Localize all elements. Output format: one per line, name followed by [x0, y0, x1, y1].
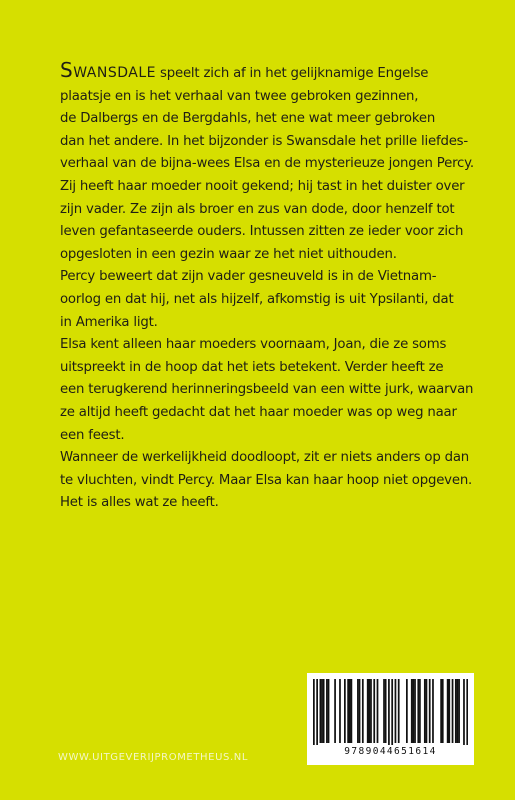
barcode-bar [326, 679, 328, 743]
barcode-bar [388, 679, 390, 745]
barcode-bar [370, 679, 372, 743]
barcode-bar [321, 679, 323, 743]
barcode-bar [455, 679, 457, 743]
blurb-line: uitspreekt in de hoop dat het iets betekent. Verder heeft ze [60, 359, 444, 375]
barcode-bar [328, 679, 330, 743]
blurb-paragraph-2 [60, 266, 480, 334]
barcode-bar [432, 679, 434, 743]
barcode-bar [414, 679, 416, 743]
barcode-bar [377, 679, 379, 743]
barcode-bar [395, 679, 397, 743]
blurb-line: een terugkerend herinneringsbeeld van een witte jurk, waarvan [60, 382, 474, 398]
barcode-bar [362, 679, 364, 743]
barcode-bar [368, 679, 370, 743]
blurb-line: leven gefantaseerde ouders. Intussen zitten ze ieder voor zich [60, 224, 464, 240]
barcode-bar [367, 679, 369, 743]
barcode-bar [320, 679, 322, 743]
barcode-bar [458, 679, 460, 743]
blurb-line: Swansdale speelt zich af in het gelijknamige Engelse [60, 58, 429, 82]
barcode-bar [413, 679, 415, 743]
back-cover-blurb [60, 60, 480, 515]
blurb-paragraph-4 [60, 447, 480, 515]
barcode-bar [447, 679, 449, 743]
barcode-bar [313, 679, 315, 745]
barcode-bar [442, 679, 444, 743]
barcode-bar [426, 679, 428, 743]
blurb-line: dan het andere. In het bijzonder is Swansdale het prille liefdes- [60, 133, 469, 149]
blurb-line: plaatsje en is het verhaal van twee gebroken gezinnen, [60, 88, 419, 104]
book-title: Swansdale [60, 58, 156, 82]
barcode-bar [316, 679, 318, 745]
barcode-bar [419, 679, 421, 743]
blurb-line: Zij heeft haar moeder nooit gekend; hij tast in het duister over [60, 178, 465, 194]
barcode-bar [411, 679, 413, 743]
barcode-bar [429, 679, 431, 743]
barcode-bar [417, 679, 419, 743]
barcode-bar [334, 679, 336, 743]
barcode-bar [424, 679, 426, 743]
blurb-line: de Dalbergs en de Bergdahls, het ene wat meer gebroken [60, 111, 436, 127]
isbn-number: 9789044651614 [344, 746, 437, 757]
blurb-line: zijn vader. Ze zijn als broer en zus van dode, door henzelf tot [60, 201, 455, 217]
blurb-line: opgesloten in een gezin waar ze het niet uithouden. [60, 246, 397, 262]
barcode-bar [383, 679, 385, 743]
barcode-bar [347, 679, 349, 743]
barcode-bar [457, 679, 459, 743]
publisher-url[interactable]: WWW.UITGEVERIJPROMETHEUS.NL [58, 752, 248, 763]
barcode-bar [323, 679, 325, 743]
blurb-line: te vluchten, vindt Percy. Maar Elsa kan haar hoop niet opgeven. [60, 472, 473, 488]
blurb-line: Percy beweert dat zijn vader gesneuveld is in de Vietnam- [60, 269, 437, 285]
blurb-line: in Amerika ligt. [60, 314, 158, 330]
blurb-paragraph-3 [60, 334, 480, 447]
barcode-bar [448, 679, 450, 743]
blurb-line: een feest. [60, 427, 125, 443]
barcode-bar [349, 679, 351, 743]
barcode-bar [357, 679, 359, 743]
barcode-bar [391, 679, 393, 745]
barcode-bar [359, 679, 361, 743]
blurb-line: oorlog en dat hij, net als hijzelf, afkomstig is uit Ypsilanti, dat [60, 291, 454, 307]
blurb-line: Elsa kent alleen haar moeders voornaam, Joan, die ze soms [60, 337, 447, 353]
barcode-bar [339, 679, 341, 743]
barcode-bar [452, 679, 454, 743]
barcode-bar [351, 679, 353, 743]
barcode-bar [373, 679, 375, 743]
barcode-bar [440, 679, 442, 743]
barcode-bar [406, 679, 408, 743]
blurb-line: Wanneer de werkelijkheid doodloopt, zit er niets anders op dan [60, 450, 470, 466]
barcode-bar [466, 679, 468, 745]
barcode-bars [313, 679, 468, 745]
barcode-bar [385, 679, 387, 743]
blurb-line: verhaal van de bijna-wees Elsa en de mysterieuze jongen Percy. [60, 156, 474, 172]
blurb-line: ze altijd heeft gedacht dat het haar moeder was op weg naar [60, 404, 457, 420]
blurb-paragraph-1 [60, 60, 480, 266]
blurb-line: Het is alles wat ze heeft. [60, 495, 219, 511]
isbn-barcode [307, 673, 474, 765]
barcode-bar [398, 679, 400, 743]
barcode-bar [344, 679, 346, 743]
barcode-bar [463, 679, 465, 745]
